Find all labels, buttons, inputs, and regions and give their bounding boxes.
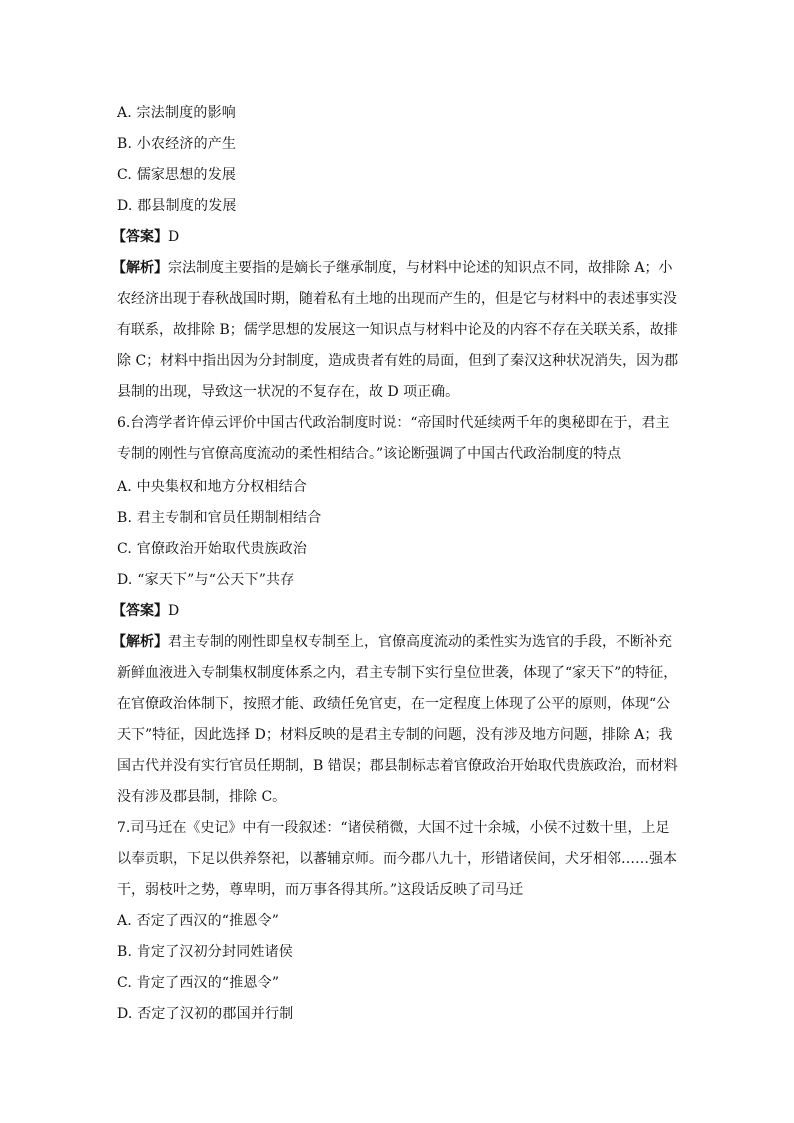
q6-analysis-line: 国古代并没有实行官员任期制，B 错误；郡县制标志着官僚政治开始取代贵族政治，而材料 bbox=[117, 758, 678, 774]
q5-option-b: B. 小农经济的产生 bbox=[117, 136, 237, 152]
q5-answer bbox=[112, 227, 672, 247]
q6-analysis-line: 天下”特征，因此选择 D；材料反映的是君主专制的问题，没有涉及地方问题，排除 A；我 bbox=[117, 727, 673, 743]
analysis-text: 宗法制度主要指的是嫡长子继承制度，与材料中论述的知识点不同，故排除 A；小 bbox=[168, 260, 673, 276]
q6-stem-line: 专制的刚性与官僚高度流动的柔性相结合。”该论断强调了中国古代政治制度的特点 bbox=[117, 446, 622, 462]
q6-option-b: B. 君主专制和官员任期制相结合 bbox=[117, 510, 322, 526]
q5-analysis-line: 县制的出现，导致这一状况的不复存在，故 D 项正确。 bbox=[117, 384, 460, 400]
q6-stem-line: 6.台湾学者许倬云评价中国古代政治制度时说：“帝国时代延续两千年的奥秘即在于，君主 bbox=[117, 415, 670, 431]
q6-analysis-line: 新鲜血液进入专制集权制度体系之内，君主专制下实行皇位世袭，体现了“家天下”的特征， bbox=[117, 665, 678, 681]
analysis-label: 【解析】 bbox=[112, 634, 168, 650]
q6-analysis-line bbox=[112, 632, 672, 652]
answer-value: D bbox=[168, 229, 180, 245]
q5-analysis-line: 除 C；材料中指出因为分封制度，造成贵者有姓的局面，但到了秦汉这种状况消失，因为郡 bbox=[117, 353, 679, 369]
q7-option-c: C. 肯定了西汉的“推恩令” bbox=[117, 975, 280, 991]
q6-option-d: D. “家天下”与“公天下”共存 bbox=[117, 572, 295, 588]
q6-option-c: C. 官僚政治开始取代贵族政治 bbox=[117, 541, 308, 557]
q7-option-d: D. 否定了汉初的郡国并行制 bbox=[117, 1006, 294, 1022]
q6-answer bbox=[112, 601, 672, 621]
q5-analysis-line: 有联系，故排除 B；儒学思想的发展这一知识点与材料中论及的内容不存在关联关系，故排 bbox=[117, 322, 678, 338]
q7-stem-line: 干，弱枝叶之势，尊卑明，而万事各得其所。”这段话反映了司马迁 bbox=[117, 882, 524, 898]
q6-analysis-line: 没有涉及郡县制，排除 C。 bbox=[117, 789, 287, 805]
analysis-label: 【解析】 bbox=[112, 260, 168, 276]
analysis-text: 君主专制的刚性即皇权专制至上，官僚高度流动的柔性实为选官的手段，不断补充 bbox=[168, 634, 672, 650]
q5-option-c: C. 儒家思想的发展 bbox=[117, 167, 237, 183]
q7-stem-line: 以奉贡职，下足以供养祭祀，以蕃辅京师。而今郡八九十，形错诸侯间，犬牙相邻……强本 bbox=[117, 851, 677, 867]
q7-option-a: A. 否定了西汉的“推恩令” bbox=[117, 913, 280, 929]
q6-analysis-line: 在官僚政治体制下，按照才能、政绩任免官吏，在一定程度上体现了公平的原则，体现“公 bbox=[117, 696, 671, 712]
q5-analysis-line: 农经济出现于春秋战国时期，随着私有土地的出现而产生的，但是它与材料中的表述事实没 bbox=[117, 291, 677, 307]
answer-label: 【答案】 bbox=[112, 603, 168, 619]
answer-label: 【答案】 bbox=[112, 229, 168, 245]
q7-stem-line: 7.司马迁在《史记》中有一段叙述：“诸侯稍微，大国不过十余城，小侯不过数十里，上足 bbox=[117, 820, 670, 836]
q5-analysis-line bbox=[112, 258, 672, 278]
answer-value: D bbox=[168, 603, 180, 619]
q6-option-a: A. 中央集权和地方分权相结合 bbox=[117, 479, 308, 495]
q7-option-b: B. 肯定了汉初分封同姓诸侯 bbox=[117, 944, 293, 960]
q5-option-a: A. 宗法制度的影响 bbox=[117, 105, 237, 121]
q5-option-d: D. 郡县制度的发展 bbox=[117, 198, 237, 214]
